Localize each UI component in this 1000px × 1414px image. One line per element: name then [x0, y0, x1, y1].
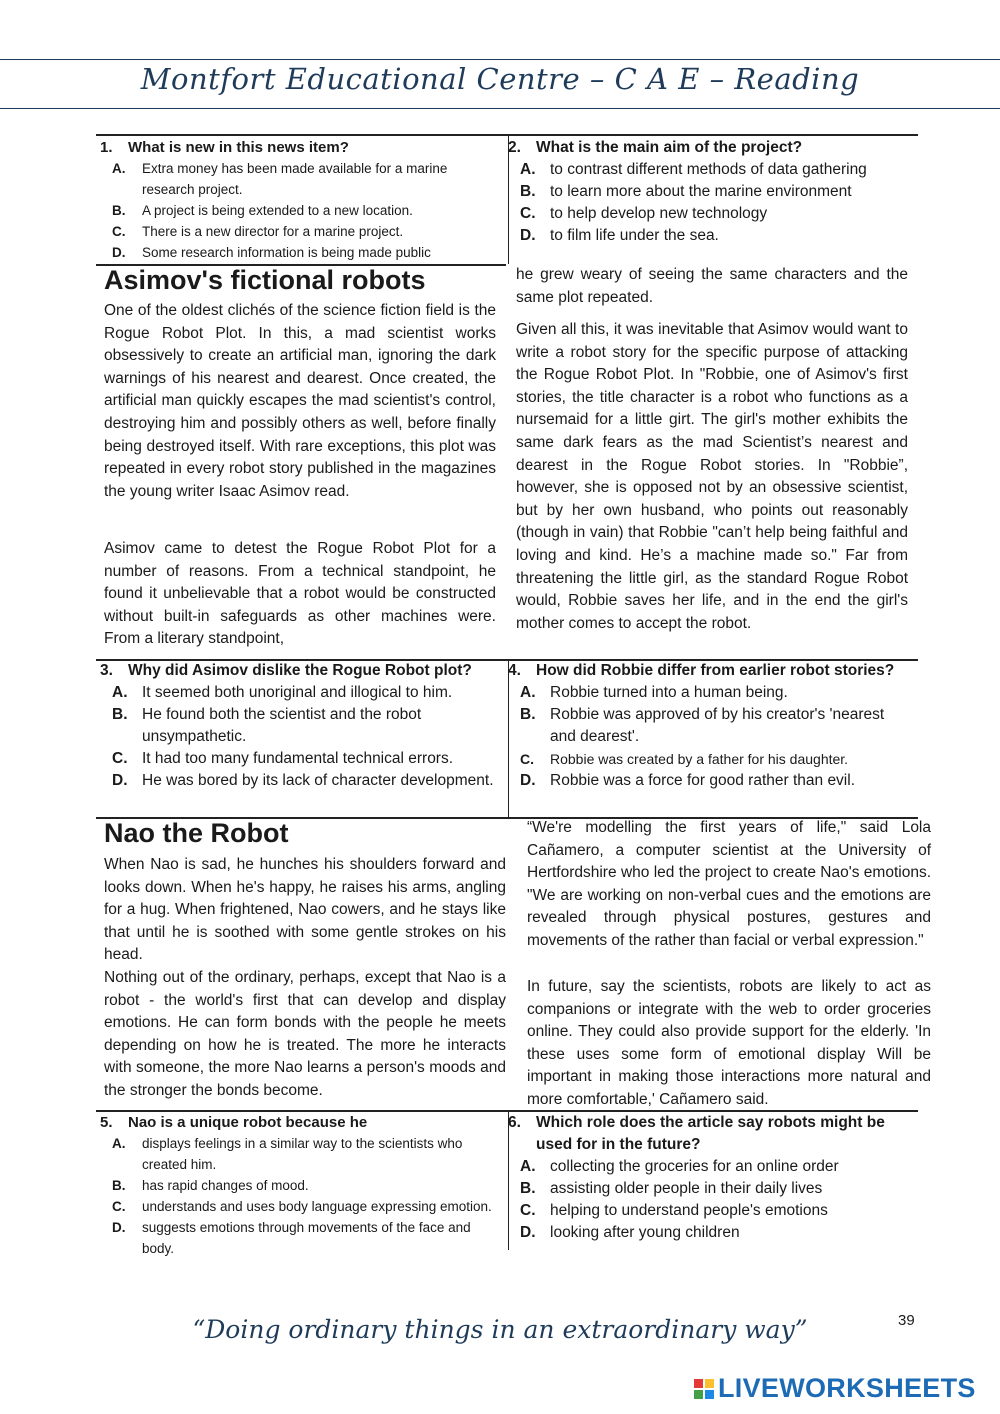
- answer-option-b[interactable]: B. has rapid changes of mood.: [112, 1178, 309, 1193]
- page-header-title: Montfort Educational Centre – C A E – Reading: [140, 62, 860, 96]
- question-3: 3. Why did Asimov dislike the Rogue Robot plot? A. It seemed both unoriginal and illogical to him. B. He found both the scientist and the robot unsympathetic. C. It had too many fundamental technical errors. D. He was bored by its lack of character development.: [100, 660, 500, 792]
- article-paragraph: In future, say the scientists, robots are likely to act as companions or integrate with the web to order groceries online. They could also provide support for the elderly. 'In these uses some form of emotional display Will be important in making those interactions more natural and more comfortable,' Cañamero said.: [527, 978, 931, 1108]
- liveworksheets-brand[interactable]: [694, 1373, 976, 1404]
- article-paragraph: “We're modelling the first years of life," said Lola Cañamero, a computer scientist at the University of Hertfordshire who led the project to create Nao's emotions. "We are working on non-verbal cues and the emotions are revealed through physical postures, gestures and movements of the rather than facial or verbal expression.": [527, 819, 931, 949]
- answer-option-c[interactable]: C. helping to understand people's emotions: [520, 1202, 828, 1219]
- answer-option-d[interactable]: D. Some research information is being made public: [112, 245, 431, 260]
- question-stem: Why did Asimov dislike the Rogue Robot plot?: [128, 662, 472, 679]
- question-stem: Which role does the article say robots might be used for in the future?: [536, 1114, 885, 1153]
- question-stem: How did Robbie differ from earlier robot stories?: [536, 662, 895, 679]
- article-title-asimov: Asimov's fictional robots: [104, 265, 426, 295]
- article-paragraph: Asimov came to detest the Rogue Robot Plot for a number of reasons. From a technical standpoint, he found it unbelievable that a robot would be constructed without built-in safeguards as other machines were. From a literary standpoint,: [104, 540, 496, 648]
- answer-option-c[interactable]: C. Robbie was created by a father for his daughter.: [520, 751, 849, 767]
- answer-option-d[interactable]: D. looking after young children: [520, 1224, 740, 1241]
- question-stem: What is new in this news item?: [128, 139, 349, 156]
- answer-option-b[interactable]: B. assisting older people in their daily lives: [520, 1180, 823, 1197]
- question-4: 4. How did Robbie differ from earlier robot stories? A. Robbie turned into a human being. B. Robbie was approved of by his creator's 'nearest and dearest'. C. Robbie was created by a father for his daughter. D. Robbie was a force for good rather than evil.: [508, 660, 913, 792]
- footer-motto: “Doing ordinary things in an extraordinary way”: [192, 1315, 808, 1344]
- answer-option-d[interactable]: D. suggests emotions through movements of the face and body.: [112, 1220, 471, 1256]
- answer-option-b[interactable]: B. He found both the scientist and the robot unsympathetic.: [112, 706, 422, 745]
- header-top-rule: [0, 59, 1000, 60]
- brand-name: LIVEWORKSHEETS: [718, 1373, 976, 1403]
- answer-option-b[interactable]: B. Robbie was approved of by his creator's 'nearest and dearest'.: [520, 706, 885, 745]
- answer-option-a[interactable]: A. Robbie turned into a human being.: [520, 684, 788, 701]
- answer-option-a[interactable]: A. Extra money has been made available for a marine research project.: [112, 161, 448, 197]
- article-paragraph: Nothing out of the ordinary, perhaps, except that Nao is a robot - the world's first that can develop and display emotions. He can form bonds with the people he meets depending on how he is treated. The more he interacts with someone, the more Nao learns a person's moods and the stronger the bonds become.: [104, 969, 506, 1099]
- question-stem: Nao is a unique robot because he: [128, 1114, 368, 1131]
- article-title-nao: Nao the Robot: [104, 818, 289, 848]
- article-paragraph: When Nao is sad, he hunches his shoulders forward and looks down. When he's happy, he raises his arms, angling for a hug. When frightened, Nao cowers, and he stays like that until he is soothed with some gentle strokes on his head.: [104, 856, 506, 964]
- liveworksheets-logo-icon: [694, 1379, 714, 1399]
- answer-option-a[interactable]: A. It seemed both unoriginal and illogical to him.: [112, 684, 453, 701]
- article-paragraph: Given all this, it was inevitable that Asimov would want to write a robot story for the specific purpose of attacking the Rogue Robot Plot. In "Robbie, one of Asimov's first stories, the title character is a robot who functions as a nursemaid for a little girt. The girl's mother exhibits the same dark fears as the mad Scientist’s nearest and dearest in the Rogue Robot stories. In "Robbie”, however, she is opposed not by an obsessive scientist, but by her own husband, who points out reasonably (though in vain) that Robbie "can’t help being faithful and loving and kind. He’s a machine made so." Far from threatening the little girl, as the standard Rogue Robot would, Robbie saves her life, and in the end the girl's mother comes to accept the robot.: [516, 321, 908, 632]
- answer-option-a[interactable]: A. collecting the groceries for an online order: [520, 1158, 839, 1175]
- answer-option-b[interactable]: B. to learn more about the marine environment: [520, 183, 852, 200]
- answer-option-d[interactable]: D. Robbie was a force for good rather than evil.: [520, 772, 856, 789]
- answer-option-d[interactable]: D. He was bored by its lack of character development.: [112, 772, 494, 789]
- question-5: 5. Nao is a unique robot because he A. displays feelings in a similar way to the scientists who created him. B. has rapid changes of mood. C. understands and uses body language expressing emotion. D. suggests emotions through movements of the face and body.: [100, 1112, 500, 1259]
- question-stem: What is the main aim of the project?: [536, 139, 803, 156]
- header-bottom-rule: [0, 108, 1000, 109]
- table-rule: [96, 134, 918, 136]
- question-2: 2. What is the main aim of the project? A. to contrast different methods of data gathering B. to learn more about the marine environment C. to help develop new technology D. to film life under the sea.: [508, 137, 918, 247]
- answer-option-c[interactable]: C. There is a new director for a marine project.: [112, 224, 404, 239]
- article-paragraph: he grew weary of seeing the same characters and the same plot repeated.: [516, 266, 908, 306]
- page-number: 39: [898, 1312, 915, 1329]
- answer-option-b[interactable]: B. A project is being extended to a new location.: [112, 203, 413, 218]
- question-1: 1. What is new in this news item? A. Extra money has been made available for a marine research project. B. A project is being extended to a new location. C. There is a new director for a marine project. D. Some research information is being made public: [100, 137, 500, 263]
- answer-option-c[interactable]: C. to help develop new technology: [520, 205, 768, 222]
- answer-option-c[interactable]: C. It had too many fundamental technical errors.: [112, 750, 454, 767]
- answer-option-d[interactable]: D. to film life under the sea.: [520, 227, 719, 244]
- answer-option-a[interactable]: A. to contrast different methods of data gathering: [520, 161, 867, 178]
- answer-option-a[interactable]: A. displays feelings in a similar way to the scientists who created him.: [112, 1136, 463, 1172]
- article-paragraph: One of the oldest clichés of the science fiction field is the Rogue Robot Plot. In this, a mad scientist works obsessively to create an artificial man, ignoring the dark warnings of his nearest and dearest. Once created, the artificial man quickly escapes the mad scientist's control, destroying him and possibly others as well, before finally being destroyed itself. With rare exceptions, this plot was repeated in every robot story published in the magazines the young writer Isaac Asimov read.: [104, 302, 496, 500]
- question-6: 6. Which role does the article say robots might be used for in the future? A. collecting the groceries for an online order B. assisting older people in their daily lives C. helping to understand people's emotions D. looking after young children: [508, 1112, 913, 1244]
- answer-option-c[interactable]: C. understands and uses body language expressing emotion.: [112, 1199, 492, 1214]
